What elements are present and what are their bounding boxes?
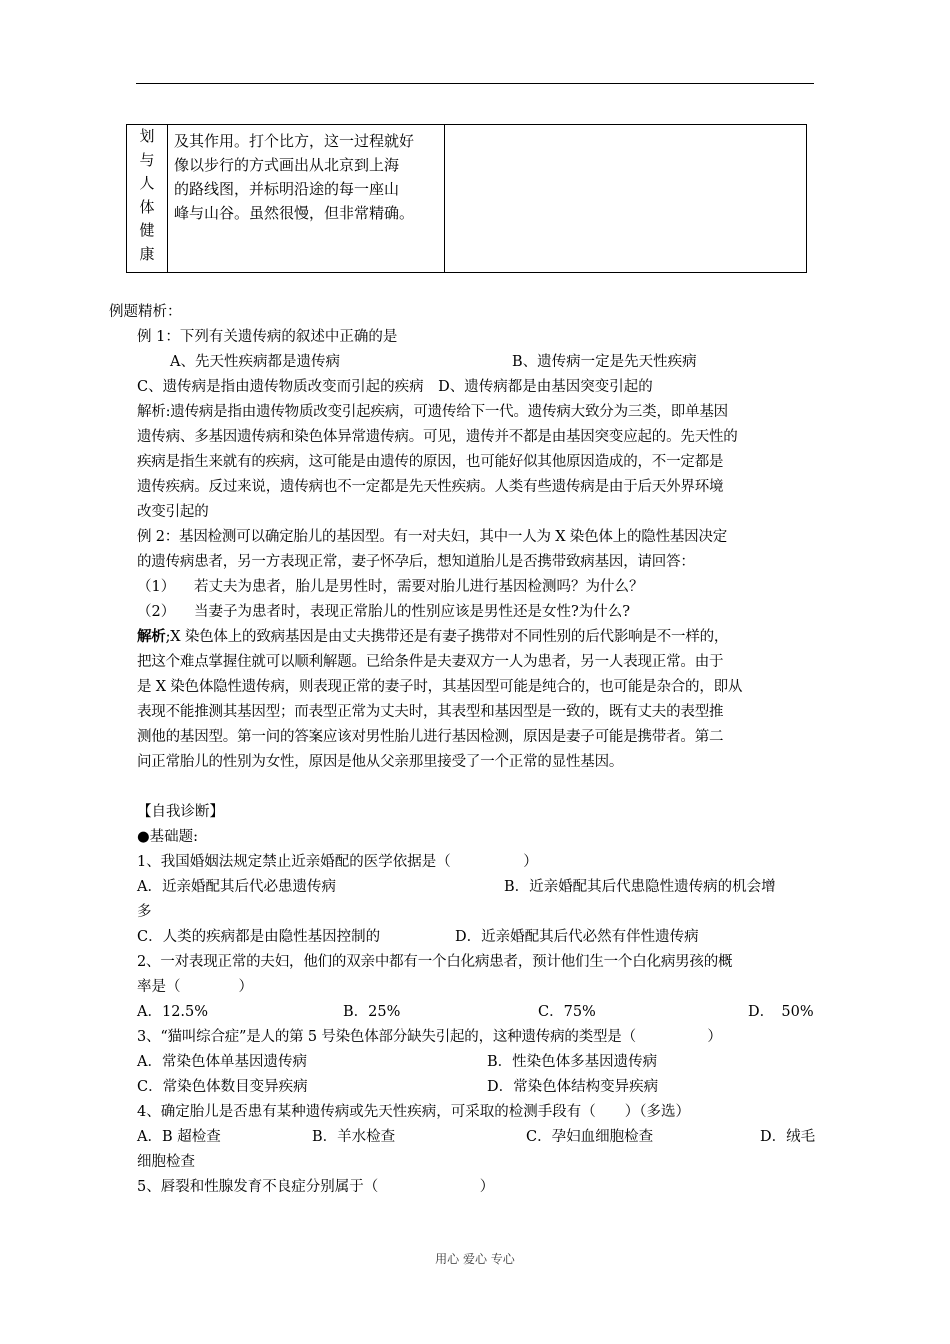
question-2: 2、一对表现正常的夫妇，他们的双亲中都有一个白化病患者，预计他们生一个白化病男孩的概 [137, 954, 733, 970]
example2-q2-number: （2） [137, 604, 176, 620]
question-3: 3、“猫叫综合症”是人的第 5 号染色体部分缺失引起的，这种遗传病的类型是（ ） [137, 1029, 722, 1045]
example1-option-b: B、遗传病一定是先天性疾病 [512, 354, 697, 370]
question-2-option-d: D． 50% [748, 1004, 814, 1020]
example2-stem-line: 的遗传病患者，另一方表现正常，妻子怀孕后，想知道胎儿是否携带致病基因，请回答： [137, 554, 695, 570]
example1-options-cd: C、遗传病是指由遗传物质改变而引起的疾病 D、遗传病都是由基因突变引起的 [137, 379, 653, 395]
table-middle-line: 及其作用。打个比方，这一过程就好 [174, 132, 415, 150]
question-1-option-a: A．近亲婚配其后代必患遗传病 [137, 879, 336, 895]
example2-stem-line: 例 2：基因检测可以确定胎儿的基因型。有一对夫妇，其中一人为 X 染色体上的隐性基因决定 [137, 529, 728, 545]
example2-analysis-line: 表现不能推测其基因型；而表型正常为丈夫时，其表型和基因型是一致的，既有丈夫的表型推 [137, 704, 724, 720]
example2-analysis-first-line [137, 627, 728, 647]
question-4-option-c: C．孕妇血细胞检查 [526, 1129, 654, 1145]
question-1-option-c: C．人类的疾病都是由隐性基因控制的 [137, 929, 381, 945]
analysis-label: 解析 [137, 628, 166, 645]
table-left-char: 康 [139, 244, 155, 263]
table-middle-line: 峰与山谷。虽然很慢，但非常精确。 [174, 204, 415, 222]
example2-analysis-line: 测他的基因型。第一问的答案应该对男性胎儿进行基因检测，原因是妻子可能是携带者。第二 [137, 729, 724, 745]
example1-option-a: A、先天性疾病都是遗传病 [170, 354, 340, 370]
example1-analysis-line: 解析:遗传病是指由遗传物质改变引起疾病，可遗传给下一代。遗传病大致分为三类，即单基因 [137, 404, 728, 420]
example2-analysis-line: 把这个难点掌握住就可以顺利解题。已给条件是夫妻双方一人为患者，另一人表现正常。由于 [137, 654, 724, 670]
example1-stem: 例 1：下列有关遗传病的叙述中正确的是 [137, 329, 398, 345]
table-middle-cell [168, 125, 445, 273]
self-check-heading: 【自我诊断】 [137, 804, 224, 820]
example1-analysis-line: 遗传病、多基因遗传病和染色体异常遗传病。可见，遗传并不都是由基因突变应起的。先天性的 [137, 429, 738, 445]
question-1-option-b-wrap: 多 [137, 904, 152, 920]
question-4-option-d: D．绒毛 [760, 1129, 816, 1145]
table-middle-line: 的路线图，并标明沿途的每一座山 [174, 180, 400, 198]
table-left-char: 健 [139, 221, 155, 239]
question-3-option-a: A．常染色体单基因遗传病 [137, 1054, 307, 1070]
page-footer: 用心 爱心 专心 [435, 1252, 515, 1266]
example1-analysis-line: 改变引起的 [137, 504, 209, 520]
question-2-option-b: B．25% [343, 1004, 401, 1020]
example2-q2: 当妻子为患者时，表现正常胎儿的性别应该是男性还是女性?为什么? [194, 604, 631, 620]
analysis-text: ;X 染色体上的致病基因是由丈夫携带还是有妻子携带对不同性别的后代影响是不一样的， [165, 629, 729, 645]
question-5: 5、唇裂和性腺发育不良症分别属于（ ） [137, 1179, 495, 1195]
question-4: 4、确定胎儿是否患有某种遗传病或先天性疾病，可采取的检测手段有（ ）（多选） [137, 1104, 690, 1120]
question-1-option-b: B．近亲婚配其后代患隐性遗传病的机会增 [504, 879, 776, 895]
section-heading: 例题精析： [109, 304, 182, 320]
question-4-option-d-wrap: 细胞检查 [137, 1154, 195, 1170]
question-1-option-d: D．近亲婚配其后代必然有伴性遗传病 [455, 929, 699, 945]
example2-analysis-line: 问正常胎儿的性别为女性，原因是他从父亲那里接受了一个正常的显性基因。 [137, 754, 624, 770]
question-3-option-c: C．常染色体数目变异疾病 [137, 1079, 308, 1095]
basic-questions-heading: ●基础题: [137, 829, 199, 845]
question-4-option-b: B．羊水检查 [312, 1129, 396, 1145]
example1-analysis-line: 疾病是指生来就有的疾病，这可能是由遗传的原因，也可能好似其他原因造成的，不一定都是 [137, 454, 724, 470]
example2-q1: 若丈夫为患者，胎儿是男性时，需要对胎儿进行基因检测吗？为什么？ [194, 579, 644, 595]
table-left-char: 与 [139, 150, 155, 169]
question-2-option-a: A．12.5% [137, 1004, 209, 1020]
table-left-cell [127, 125, 168, 273]
header-rule [136, 83, 814, 84]
table-right-cell [445, 125, 807, 273]
question-1: 1、我国婚姻法规定禁止近亲婚配的医学依据是（ ） [137, 854, 538, 870]
content-table [126, 124, 807, 273]
example1-analysis-line: 遗传疾病。反过来说，遗传病也不一定都是先天性疾病。人类有些遗传病是由于后天外界环境 [137, 479, 724, 495]
question-2-option-c: C．75% [538, 1004, 596, 1020]
table-left-char: 人 [139, 174, 155, 192]
example2-q1-number: （1） [137, 579, 176, 595]
question-4-option-a: A．B 超检查 [137, 1129, 221, 1145]
table-left-char: 划 [139, 127, 155, 145]
question-3-option-d: D．常染色体结构变异疾病 [487, 1079, 659, 1095]
question-3-option-b: B．性染色体多基因遗传病 [487, 1054, 658, 1070]
table-left-char: 体 [139, 197, 155, 216]
table-middle-line: 像以步行的方式画出从北京到上海 [174, 156, 400, 174]
example2-analysis-line: 是 X 染色体隐性遗传病，则表现正常的妻子时，其基因型可能是纯合的，也可能是杂合的，即从 [137, 679, 743, 695]
question-2-wrap: 率是（ ） [137, 979, 253, 995]
